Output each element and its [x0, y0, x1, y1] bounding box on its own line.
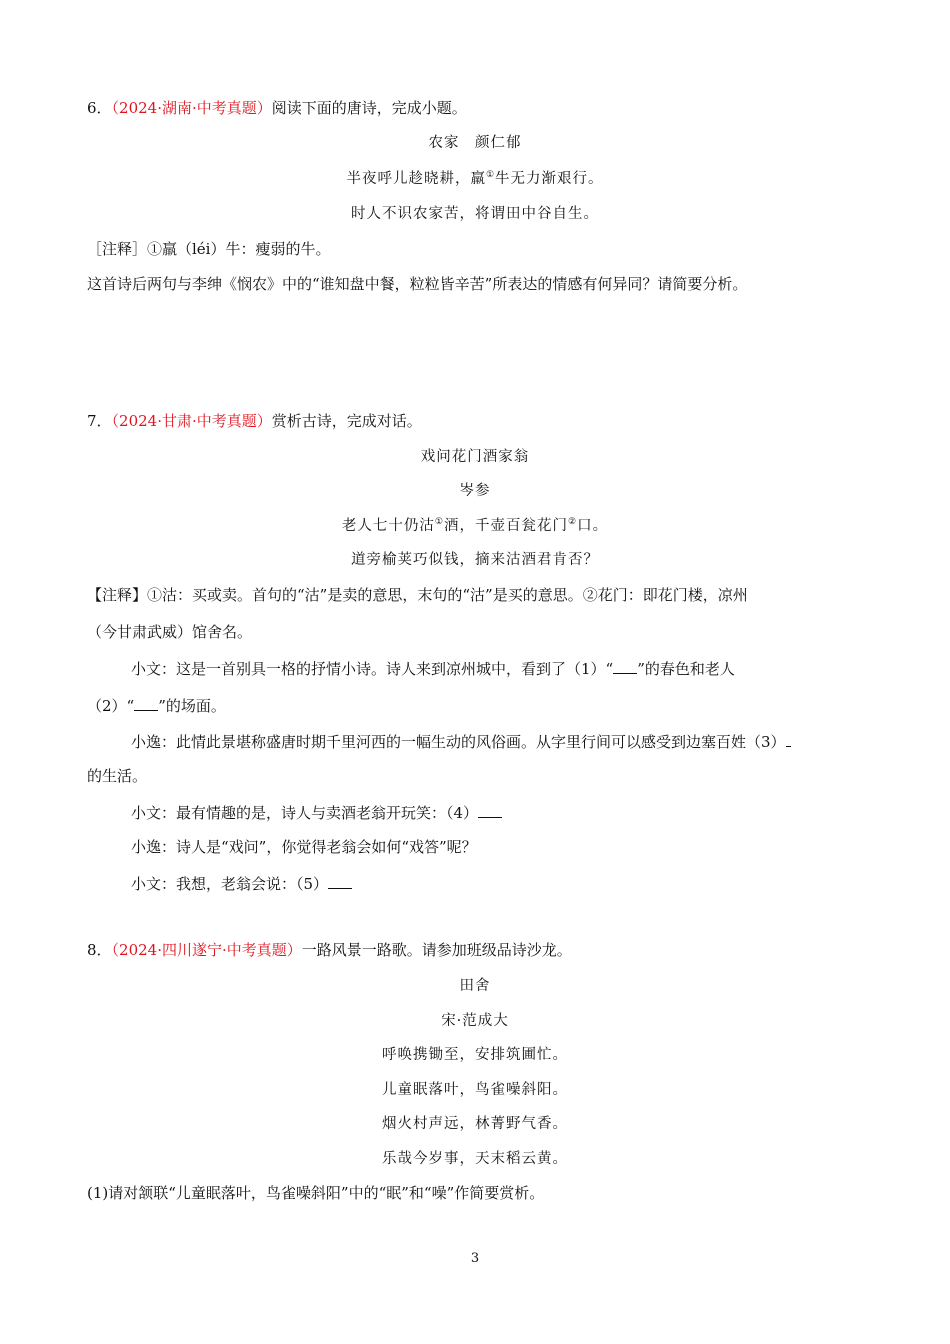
q7-dialogue-2-text-a: 小逸：此情此景堪称盛唐时期千里河西的一幅生动的风俗画。从字里行间可以感受到边塞百姓（3） [131, 733, 786, 751]
q8-poem-author: 宋·范成大 [441, 1013, 509, 1029]
q7-blank-4[interactable] [478, 801, 502, 818]
q7-dialogue-4: 小逸：诗人是“戏问”，你觉得老翁会如何“戏答”呢？ [131, 838, 477, 856]
page-number: 3 [470, 1251, 480, 1266]
q7-dialogue-3 [131, 801, 502, 823]
q6-footnote-mark: ① [485, 170, 496, 181]
q7-blank-3[interactable] [786, 730, 791, 747]
q7-dialogue-1-text-a: 小文：这是一首别具一格的抒情小诗。诗人来到凉州城中，看到了（1）“ [131, 660, 614, 678]
q7-poem-title: 戏问花门酒家翁 [420, 449, 530, 465]
q8-poem-title: 田舍 [459, 978, 491, 994]
q7-poem-author: 岑参 [459, 483, 491, 499]
q7-dialogue-5 [131, 872, 352, 894]
q7-dialogue-1-text-b: ”的春色和老人 [637, 660, 735, 678]
q7-source: （2024·甘肃·中考真题） [111, 412, 272, 430]
q7-blank-5[interactable] [328, 872, 352, 889]
q7-note-text: ①沽：买或卖。首句的“沽”是卖的意思，末句的“沽”是买的意思。②花门：即花门楼，凉州 [147, 586, 748, 604]
q7-prompt: 赏析古诗，完成对话。 [271, 412, 422, 430]
q7-dialogue-1-cont [87, 694, 226, 716]
q7-header [87, 411, 422, 431]
q8-poem-line-4: 乐哉今岁事，天末稻云黄。 [382, 1151, 568, 1167]
q7-blank-2[interactable] [134, 694, 158, 711]
q6-poem-title: 农家 颜仁郁 [428, 135, 522, 151]
q6-source: （2024·湖南·中考真题） [111, 99, 272, 117]
q7-poem-line-2: 道旁榆荚巧似钱，摘来沽酒君肯否？ [351, 552, 599, 568]
q6-header [87, 98, 467, 118]
q7-line1-part-a: 老人七十仍沽 [341, 518, 435, 534]
q7-number: 7． [87, 412, 112, 430]
q7-blank-1[interactable] [613, 657, 637, 674]
q8-poem-line-2: 儿童眠落叶，鸟雀噪斜阳。 [382, 1082, 568, 1098]
q7-note-line-2: （今甘肃武威）馆舍名。 [87, 623, 253, 641]
q6-question: 这首诗后两句与李绅《悯农》中的“谁知盘中餐，粒粒皆辛苦”所表达的情感有何异同？请简要分析。 [87, 275, 748, 293]
q7-note-line-1 [87, 585, 748, 605]
q7-line1-part-b: 酒，千壶百瓮花门 [444, 518, 568, 534]
q7-line1-part-c: 口。 [577, 518, 609, 534]
q7-dialogue-1 [131, 657, 735, 679]
q7-dialogue-2 [131, 730, 791, 752]
q6-poem-line-2: 时人不识农家苦，将谓田中谷自生。 [351, 206, 599, 222]
q7-dialogue-5-text: 小文：我想，老翁会说：（5） [131, 875, 329, 893]
q6-note: ［注释］①羸（léi）牛：瘦弱的牛。 [87, 240, 331, 258]
q8-header [87, 940, 572, 960]
q8-source: （2024·四川遂宁·中考真题） [111, 941, 302, 959]
q6-poem-line-1 [0, 169, 950, 189]
q8-prompt: 一路风景一路歌。请参加班级品诗沙龙。 [301, 941, 572, 959]
q6-line1-part-a: 半夜呼儿趁晓耕，羸 [346, 171, 486, 187]
q8-poem-line-1: 呼唤携锄至，安排筑圃忙。 [382, 1047, 568, 1063]
q7-dialogue-1-text-d: ”的场面。 [158, 697, 226, 715]
q7-dialogue-2-cont: 的生活。 [87, 767, 148, 785]
q8-number: 8． [87, 941, 112, 959]
q7-note-label: 【注释】 [87, 586, 148, 604]
q7-dialogue-3-text: 小文：最有情趣的是，诗人与卖酒老翁开玩笑：（4） [131, 804, 479, 822]
q8-subquestion-1: (1)请对颔联“儿童眠落叶，鸟雀噪斜阳”中的“眠”和“噪”作简要赏析。 [87, 1184, 545, 1202]
q7-dialogue-1-text-c: （2）“ [87, 697, 135, 715]
q7-footnote-mark-1: ① [434, 517, 444, 528]
q6-line1-part-b: 牛无力渐艰行。 [495, 171, 604, 187]
q7-footnote-mark-2: ② [568, 517, 578, 528]
q6-prompt: 阅读下面的唐诗，完成小题。 [271, 99, 467, 117]
q8-poem-line-3: 烟火村声远，林菁野气香。 [382, 1116, 568, 1132]
q6-number: 6． [87, 99, 112, 117]
q7-poem-line-1 [0, 516, 950, 536]
